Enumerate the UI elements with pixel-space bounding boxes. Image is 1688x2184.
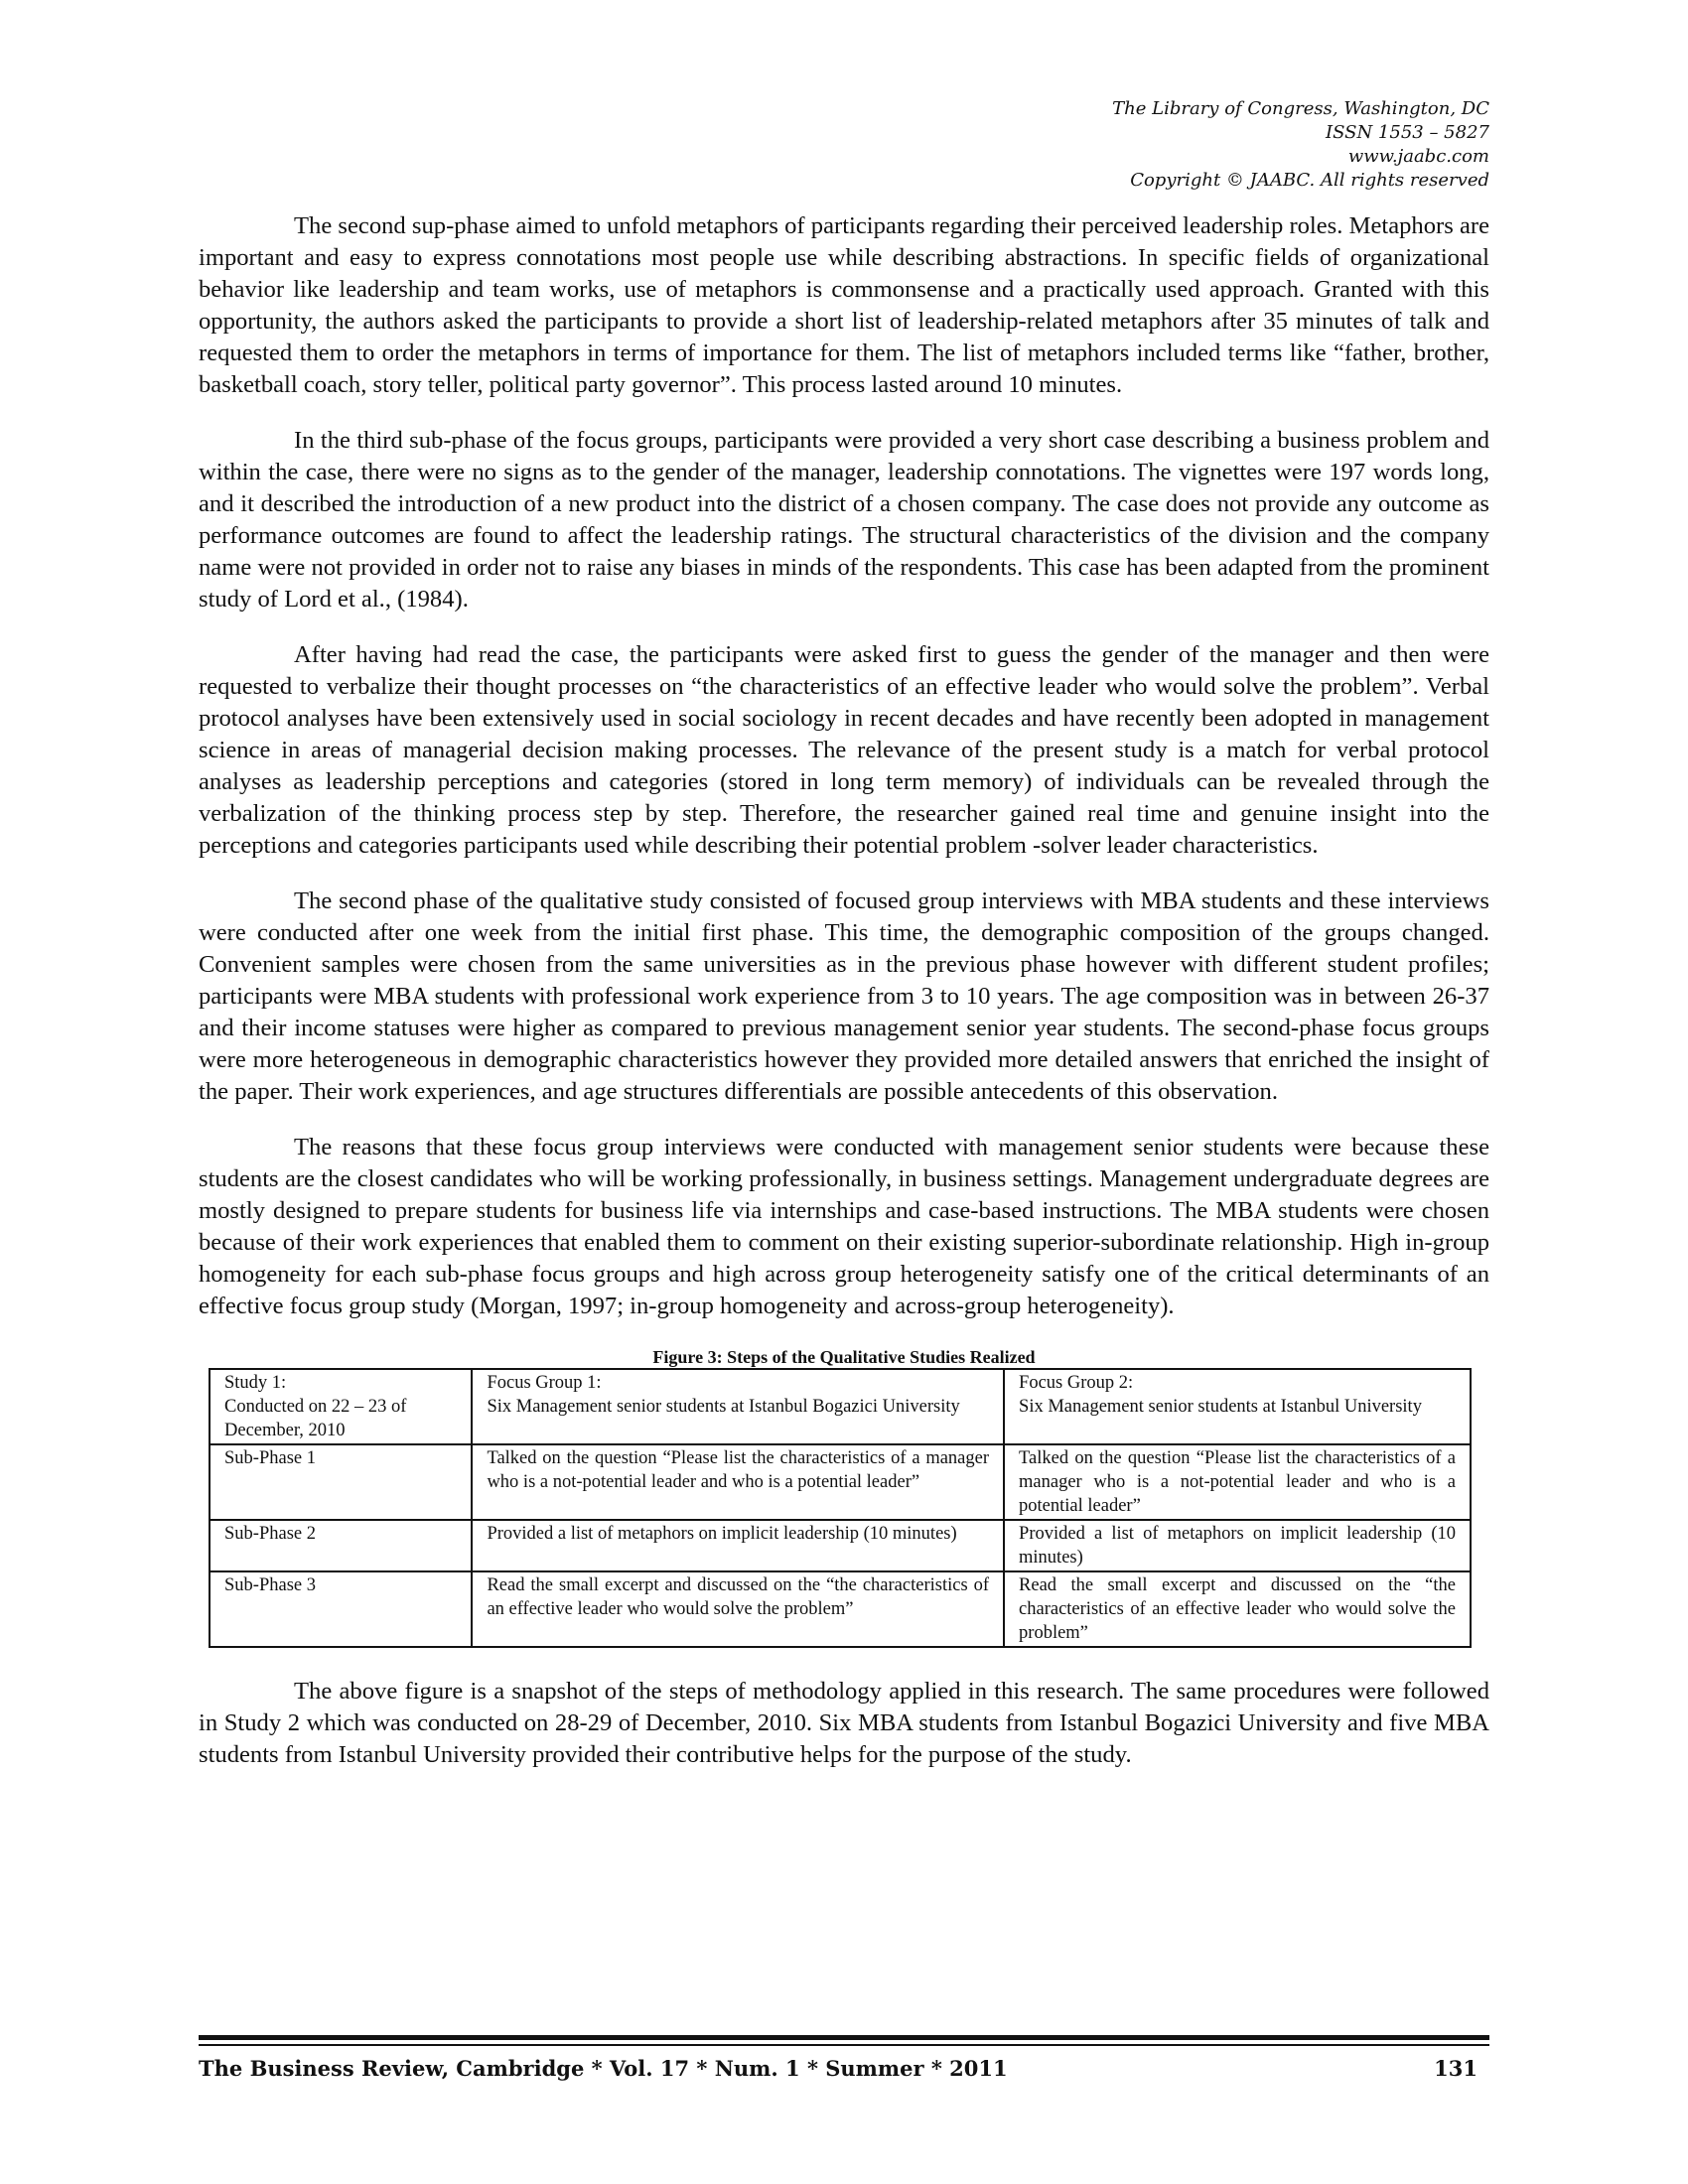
table-cell-focus-group-1: Focus Group 1: Six Management senior students at Istanbul Bogazici University	[472, 1369, 1004, 1444]
paragraph-third-subphase: In the third sub-phase of the focus groups, participants were provided a very short case describing a business problem and within the case, there were no signs as to the gender of the manager, leadership connotations. The vignettes were 197 words long, and it described the introduction of a new product into the district of a chosen company. The case does not provide any outcome as performance outcomes are found to affect the leadership ratings. The structural characteristics of the division and the company name were not provided in order not to raise any biases in minds of the respondents. This case has been adapted from the prominent study of Lord et al., (1984).	[199, 427, 1489, 613]
footer-journal-title: The Business Review, Cambridge * Vol. 17 * Num. 1 * Summer * 2011	[199, 2056, 1008, 2081]
table-row	[210, 1520, 1471, 1571]
article-body	[199, 210, 1489, 1795]
table-cell-focus-group-2: Talked on the question “Please list the characteristics of a manager who is a not-potential leader and who is a potential leader”	[1004, 1444, 1471, 1520]
journal-header	[1112, 97, 1489, 193]
figure-title: Figure 3: Steps of the Qualitative Studies Realized	[652, 1347, 1036, 1367]
footer-rule-thin	[199, 2044, 1489, 2046]
table-cell-phase: Sub-Phase 2	[210, 1520, 472, 1571]
paragraph-metaphors: The second sup-phase aimed to unfold metaphors of participants regarding their perceived leadership roles. Metaphors are important and easy to express connotations most people use while describing abstractions. In specific fields of organizational behavior like leadership and team works, use of metaphors is commonsense and a practically used approach. Granted with this opportunity, the authors asked the participants to provide a short list of leadership-related metaphors after 35 minutes of talk and requested them to order the metaphors in terms of importance for them. The list of metaphors included terms like “father, brother, basketball coach, story teller, political party governor”. This process lasted around 10 minutes.	[199, 212, 1489, 398]
paragraph-reasons: The reasons that these focus group interviews were conducted with management senior students were because these students are the closest candidates who will be working professionally, in business settings. Management undergraduate degrees are mostly designed to prepare students for business life via internships and case-based instructions. The MBA students were chosen because of their work experiences that enabled them to comment on their existing superior-subordinate relationship. High in-group homogeneity for each sub-phase focus groups and high across group heterogeneity satisfy one of the critical determinants of an effective focus group study (Morgan, 1997; in-group homogeneity and across-group heterogeneity).	[199, 1134, 1489, 1319]
footer-rule-thick	[199, 2035, 1489, 2040]
table-cell-focus-group-1: Talked on the question “Please list the characteristics of a manager who is a not-potential leader and who is a potential leader”	[472, 1444, 1004, 1520]
table-row	[210, 1444, 1471, 1520]
paragraph-figure-summary: The above figure is a snapshot of the steps of methodology applied in this research. The same procedures were followed in Study 2 which was conducted on 28-29 of December, 2010. Six MBA students from Istanbul Bogazici University and five MBA students from Istanbul University provided their contributive helps for the purpose of the study.	[199, 1678, 1489, 1768]
table-row	[210, 1369, 1471, 1444]
paragraph-verbal-protocol: After having had read the case, the participants were asked first to guess the gender of the manager and then were requested to verbalize their thought processes on “the characteristics of an effective leader who would solve the problem”. Verbal protocol analyses have been extensively used in social sociology in recent decades and have recently been adopted in management science in areas of managerial decision making processes. The relevance of the present study is a match for verbal protocol analyses as leadership perceptions and categories (stored in long term memory) of individuals can be revealed through the verbalization of the thinking process step by step. Therefore, the researcher gained real time and genuine insight into the perceptions and categories participants used while describing their potential problem -solver leader characteristics.	[199, 641, 1489, 859]
steps-table-body	[210, 1369, 1471, 1647]
header-copyright-line: Copyright © JAABC. All rights reserved	[1130, 170, 1489, 191]
steps-table	[209, 1368, 1472, 1648]
header-library-line: The Library of Congress, Washington, DC	[1112, 98, 1489, 119]
table-cell-phase: Sub-Phase 1	[210, 1444, 472, 1520]
table-cell-focus-group-1: Read the small excerpt and discussed on the “the characteristics of an effective leader who would solve the problem”	[472, 1571, 1004, 1647]
table-cell-focus-group-2: Focus Group 2: Six Management senior students at Istanbul University	[1004, 1369, 1471, 1444]
header-issn-line: ISSN 1553 – 5827	[1326, 122, 1489, 143]
table-cell-focus-group-2: Provided a list of metaphors on implicit leadership (10 minutes)	[1004, 1520, 1471, 1571]
table-cell-focus-group-2: Read the small excerpt and discussed on the “the characteristics of an effective leader who would solve the problem”	[1004, 1571, 1471, 1647]
header-website-line: www.jaabc.com	[1347, 146, 1489, 167]
table-cell-phase: Study 1: Conducted on 22 – 23 of December, 2010	[210, 1369, 472, 1444]
table-cell-phase: Sub-Phase 3	[210, 1571, 472, 1647]
table-row	[210, 1571, 1471, 1647]
table-cell-focus-group-1: Provided a list of metaphors on implicit leadership (10 minutes)	[472, 1520, 1004, 1571]
page-number: 131	[1434, 2056, 1477, 2081]
paragraph-second-phase: The second phase of the qualitative study consisted of focused group interviews with MBA students and these interviews were conducted after one week from the initial first phase. This time, the demographic composition of the groups changed. Convenient samples were chosen from the same universities as in the previous phase however with different student profiles; participants were MBA students with professional work experience from 3 to 10 years. The age composition was in between 26-37 and their income statuses were higher as compared to previous management senior year students. The second-phase focus groups were more heterogeneous in demographic characteristics however they provided more detailed answers that enriched the insight of the paper. Their work experiences, and age structures differentials are possible antecedents of this observation.	[199, 887, 1489, 1105]
